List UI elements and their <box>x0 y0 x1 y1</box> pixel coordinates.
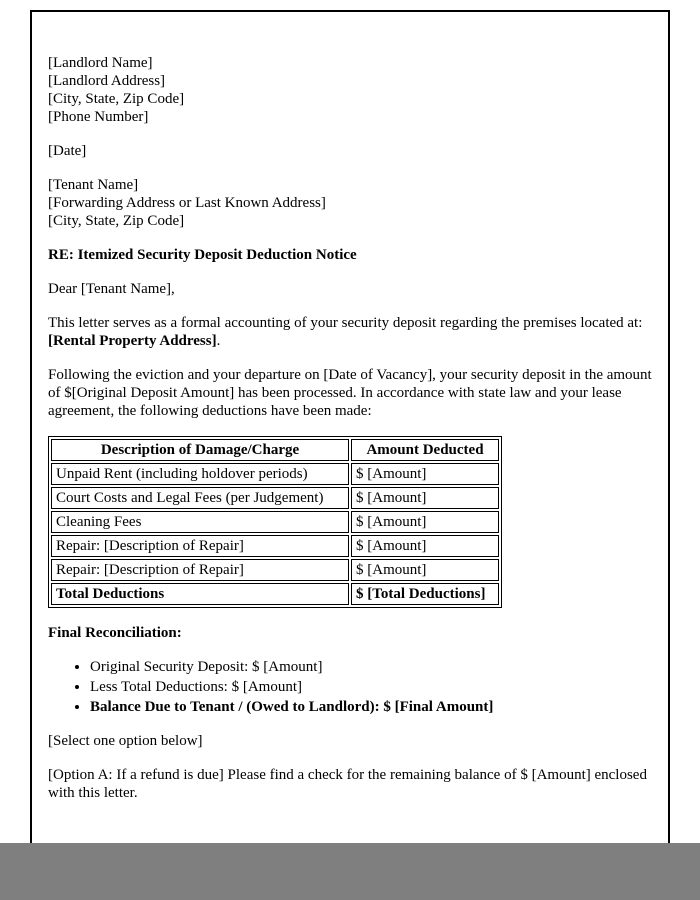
table-row <box>51 535 499 557</box>
table-cell-amount: $ [Amount] <box>351 487 499 509</box>
sender-block <box>48 54 652 126</box>
recipient-block <box>48 176 652 230</box>
select-option-line: [Select one option below] <box>48 733 203 749</box>
table-total-row <box>51 583 499 605</box>
table-cell-amount: $ [Amount] <box>351 511 499 533</box>
letter-document <box>30 10 670 843</box>
table-header-row <box>51 439 499 461</box>
table-cell-description: Court Costs and Legal Fees (per Judgement) <box>51 487 349 509</box>
recipient-name: [Tenant Name] <box>48 177 139 193</box>
salutation: Dear [Tenant Name], <box>48 281 175 297</box>
bottom-gray-bar <box>0 843 700 900</box>
date-line: [Date] <box>48 143 87 159</box>
table-cell-amount: $ [Amount] <box>351 535 499 557</box>
reconciliation-list <box>48 658 652 716</box>
table-cell-description: Repair: [Description of Repair] <box>51 535 349 557</box>
table-cell-amount: $ [Amount] <box>351 463 499 485</box>
sender-city: [City, State, Zip Code] <box>48 91 185 107</box>
rental-property-address: [Rental Property Address] <box>48 333 217 349</box>
opening-paragraph-text: This letter serves as a formal accounting of your security deposit regarding the premises located at: <box>48 315 643 331</box>
reconciliation-item-original-deposit: • Original Security Deposit: $ [Amount] <box>90 658 652 676</box>
recipient-city: [City, State, Zip Code] <box>48 213 185 229</box>
table-cell-description: Unpaid Rent (including holdover periods) <box>51 463 349 485</box>
option-a-paragraph: [Option A: If a refund is due] Please find a check for the remaining balance of $ [Amount] enclosed with this letter. <box>48 767 647 801</box>
deductions-paragraph: Following the eviction and your departure on [Date of Vacancy], your security deposit in the amount of $[Original Deposit Amount] has been processed. In accordance with state law and your lease agreement, the following deductions have been made: <box>48 367 652 419</box>
deductions-table <box>48 436 502 608</box>
reconciliation-heading: Final Reconciliation: <box>48 625 182 641</box>
sender-address: [Landlord Address] <box>48 73 166 89</box>
col-header-description: Description of Damage/Charge <box>51 439 349 461</box>
sender-name: [Landlord Name] <box>48 55 153 71</box>
opening-paragraph-period: . <box>216 333 221 349</box>
table-cell-amount: $ [Amount] <box>351 559 499 581</box>
reconciliation-item-balance-due: • Balance Due to Tenant / (Owed to Landlord): $ [Final Amount] <box>90 698 652 716</box>
opening-paragraph <box>48 314 652 350</box>
table-row <box>51 511 499 533</box>
table-row <box>51 487 499 509</box>
table-cell-description: Repair: [Description of Repair] <box>51 559 349 581</box>
table-row <box>51 559 499 581</box>
total-deductions-amount: $ [Total Deductions] <box>351 583 499 605</box>
reconciliation-item-less-deductions: • Less Total Deductions: $ [Amount] <box>90 678 652 696</box>
col-header-amount: Amount Deducted <box>351 439 499 461</box>
table-row <box>51 463 499 485</box>
recipient-address: [Forwarding Address or Last Known Address] <box>48 195 326 211</box>
total-deductions-label: Total Deductions <box>51 583 349 605</box>
table-cell-description: Cleaning Fees <box>51 511 349 533</box>
subject-line: RE: Itemized Security Deposit Deduction Notice <box>48 247 357 263</box>
sender-phone: [Phone Number] <box>48 109 149 125</box>
